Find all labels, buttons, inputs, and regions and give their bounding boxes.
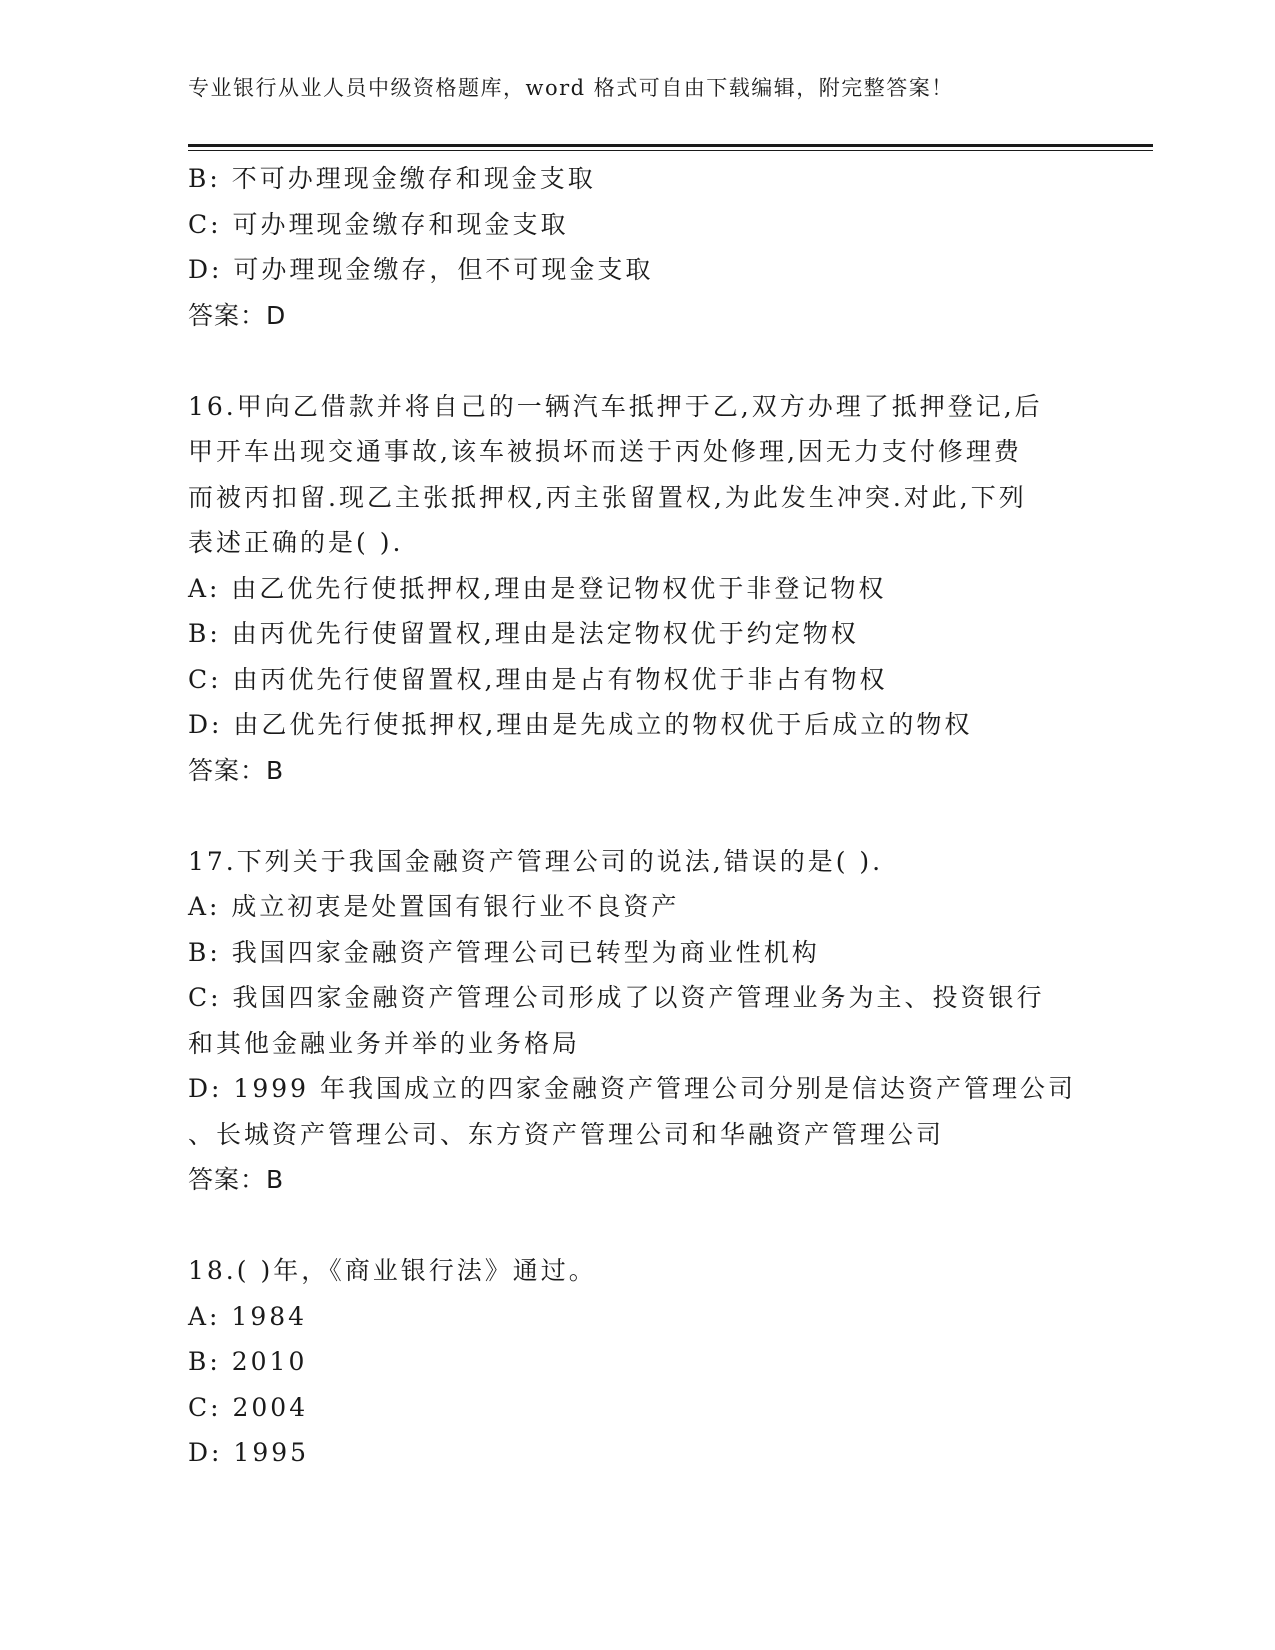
- page-header: 专业银行从业人员中级资格题库，word 格式可自由下载编辑，附完整答案！: [188, 76, 954, 100]
- answer: 答案：D: [188, 300, 287, 330]
- document-body: [188, 156, 1088, 1476]
- option-d: D: 可办理现金缴存，但不可现金支取: [188, 255, 654, 284]
- answer: 答案：B: [188, 1165, 285, 1194]
- question-17: [188, 839, 1088, 1203]
- option-c-continued: 和其他金融业务并举的业务格局: [188, 1028, 581, 1058]
- header-rule-thin: [188, 150, 1153, 151]
- option-a: A: 1984: [188, 1301, 308, 1331]
- option-b: B: 2010: [188, 1347, 308, 1376]
- spacer: [188, 338, 1088, 384]
- question-15: [188, 156, 1088, 338]
- question-stem-line: 18.( )年，《商业银行法》通过。: [188, 1256, 597, 1285]
- option-d: D: 由乙优先行使抵押权,理由是先成立的物权优于后成立的物权: [188, 710, 973, 739]
- option-d-continued: 、长城资产管理公司、东方资产管理公司和华融资产管理公司: [188, 1119, 945, 1149]
- question-stem-line: 甲开车出现交通事故,该车被损坏而送于丙处修理,因无力支付修理费: [188, 437, 1022, 466]
- option-a: A: 成立初衷是处置国有银行业不良资产: [188, 892, 680, 921]
- option-c: C: 由丙优先行使留置权,理由是占有物权优于非占有物权: [188, 664, 888, 694]
- option-b: B: 不可办理现金缴存和现金支取: [188, 164, 596, 193]
- question-stem-line: 16.甲向乙借款并将自己的一辆汽车抵押于乙,双方办理了抵押登记,后: [188, 391, 1043, 421]
- answer: 答案：B: [188, 755, 285, 785]
- option-a: A: 由乙优先行使抵押权,理由是登记物权优于非登记物权: [188, 573, 887, 603]
- question-stem-line: 表述正确的是( ).: [188, 528, 404, 557]
- option-d: D: 1999 年我国成立的四家金融资产管理公司分别是信达资产管理公司: [188, 1074, 1076, 1103]
- header-rule-thick: [188, 144, 1153, 147]
- option-c: C: 我国四家金融资产管理公司形成了以资产管理业务为主、投资银行: [188, 983, 1045, 1012]
- spacer: [188, 1203, 1088, 1249]
- question-stem-line: 而被丙扣留.现乙主张抵押权,丙主张留置权,为此发生冲突.对此,下列: [188, 482, 1027, 512]
- option-c: C: 2004: [188, 1392, 309, 1422]
- question-16: [188, 384, 1088, 794]
- option-b: B: 我国四家金融资产管理公司已转型为商业性机构: [188, 937, 820, 967]
- option-d: D: 1995: [188, 1438, 310, 1467]
- spacer: [188, 793, 1088, 839]
- option-c: C: 可办理现金缴存和现金支取: [188, 209, 569, 239]
- option-b: B: 由丙优先行使留置权,理由是法定物权优于约定物权: [188, 619, 859, 648]
- question-stem-line: 17.下列关于我国金融资产管理公司的说法,错误的是( ).: [188, 846, 884, 876]
- question-18: [188, 1248, 1088, 1476]
